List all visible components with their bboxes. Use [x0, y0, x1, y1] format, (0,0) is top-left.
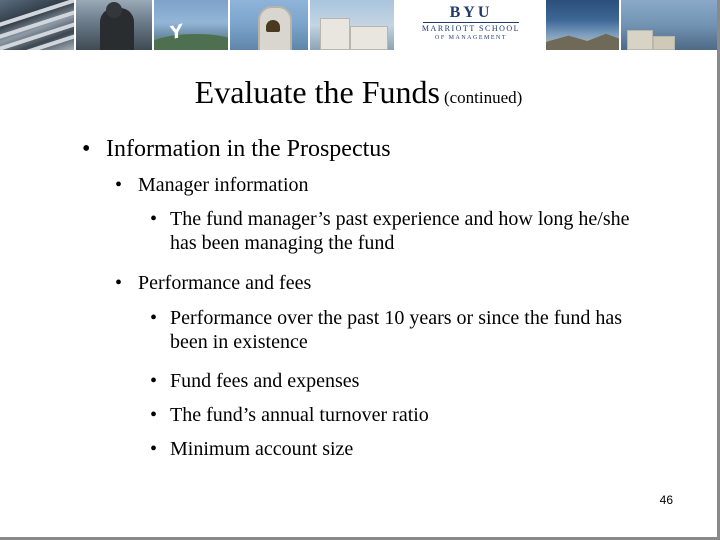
bullet-glyph: • — [115, 272, 123, 294]
bullet-text: The fund manager’s past experience and how long he/she has been managing the fund — [170, 208, 630, 254]
bullet-item — [150, 437, 640, 461]
bullet-glyph: • — [150, 404, 158, 426]
page-number: 46 — [659, 493, 673, 507]
bullet-item — [82, 134, 391, 164]
y-emblem: Y — [167, 20, 186, 45]
bullet-glyph: • — [150, 370, 158, 392]
bullet-glyph: • — [150, 307, 158, 329]
bullet-text: Fund fees and expenses — [170, 370, 360, 392]
bullet-glyph: • — [115, 174, 123, 196]
bullet-glyph: • — [150, 438, 158, 460]
bullet-glyph: • — [82, 136, 91, 162]
bullet-item — [150, 369, 640, 393]
bullet-item — [150, 306, 640, 354]
bullet-text: Manager information — [138, 174, 309, 196]
logo-name: BYU — [449, 4, 493, 21]
bullet-item — [115, 173, 309, 197]
logo-school: MARRIOTT SCHOOL — [421, 24, 521, 33]
title-text: Evaluate the Funds — [194, 74, 440, 110]
bullet-text: The fund’s annual turnover ratio — [170, 404, 429, 426]
bullet-text: Information in the Prospectus — [106, 136, 391, 162]
logo-subtitle: OF MANAGEMENT — [435, 35, 507, 41]
bullet-text: Performance over the past 10 years or since the fund has been in existence — [170, 307, 623, 353]
bullet-text: Minimum account size — [170, 438, 354, 460]
title-suffix: (continued) — [443, 88, 523, 107]
bullet-item — [150, 403, 640, 427]
bullet-item — [150, 207, 640, 255]
bullet-text: Performance and fees — [138, 272, 312, 294]
bullet-item — [115, 271, 311, 295]
bullet-glyph: • — [150, 208, 158, 230]
